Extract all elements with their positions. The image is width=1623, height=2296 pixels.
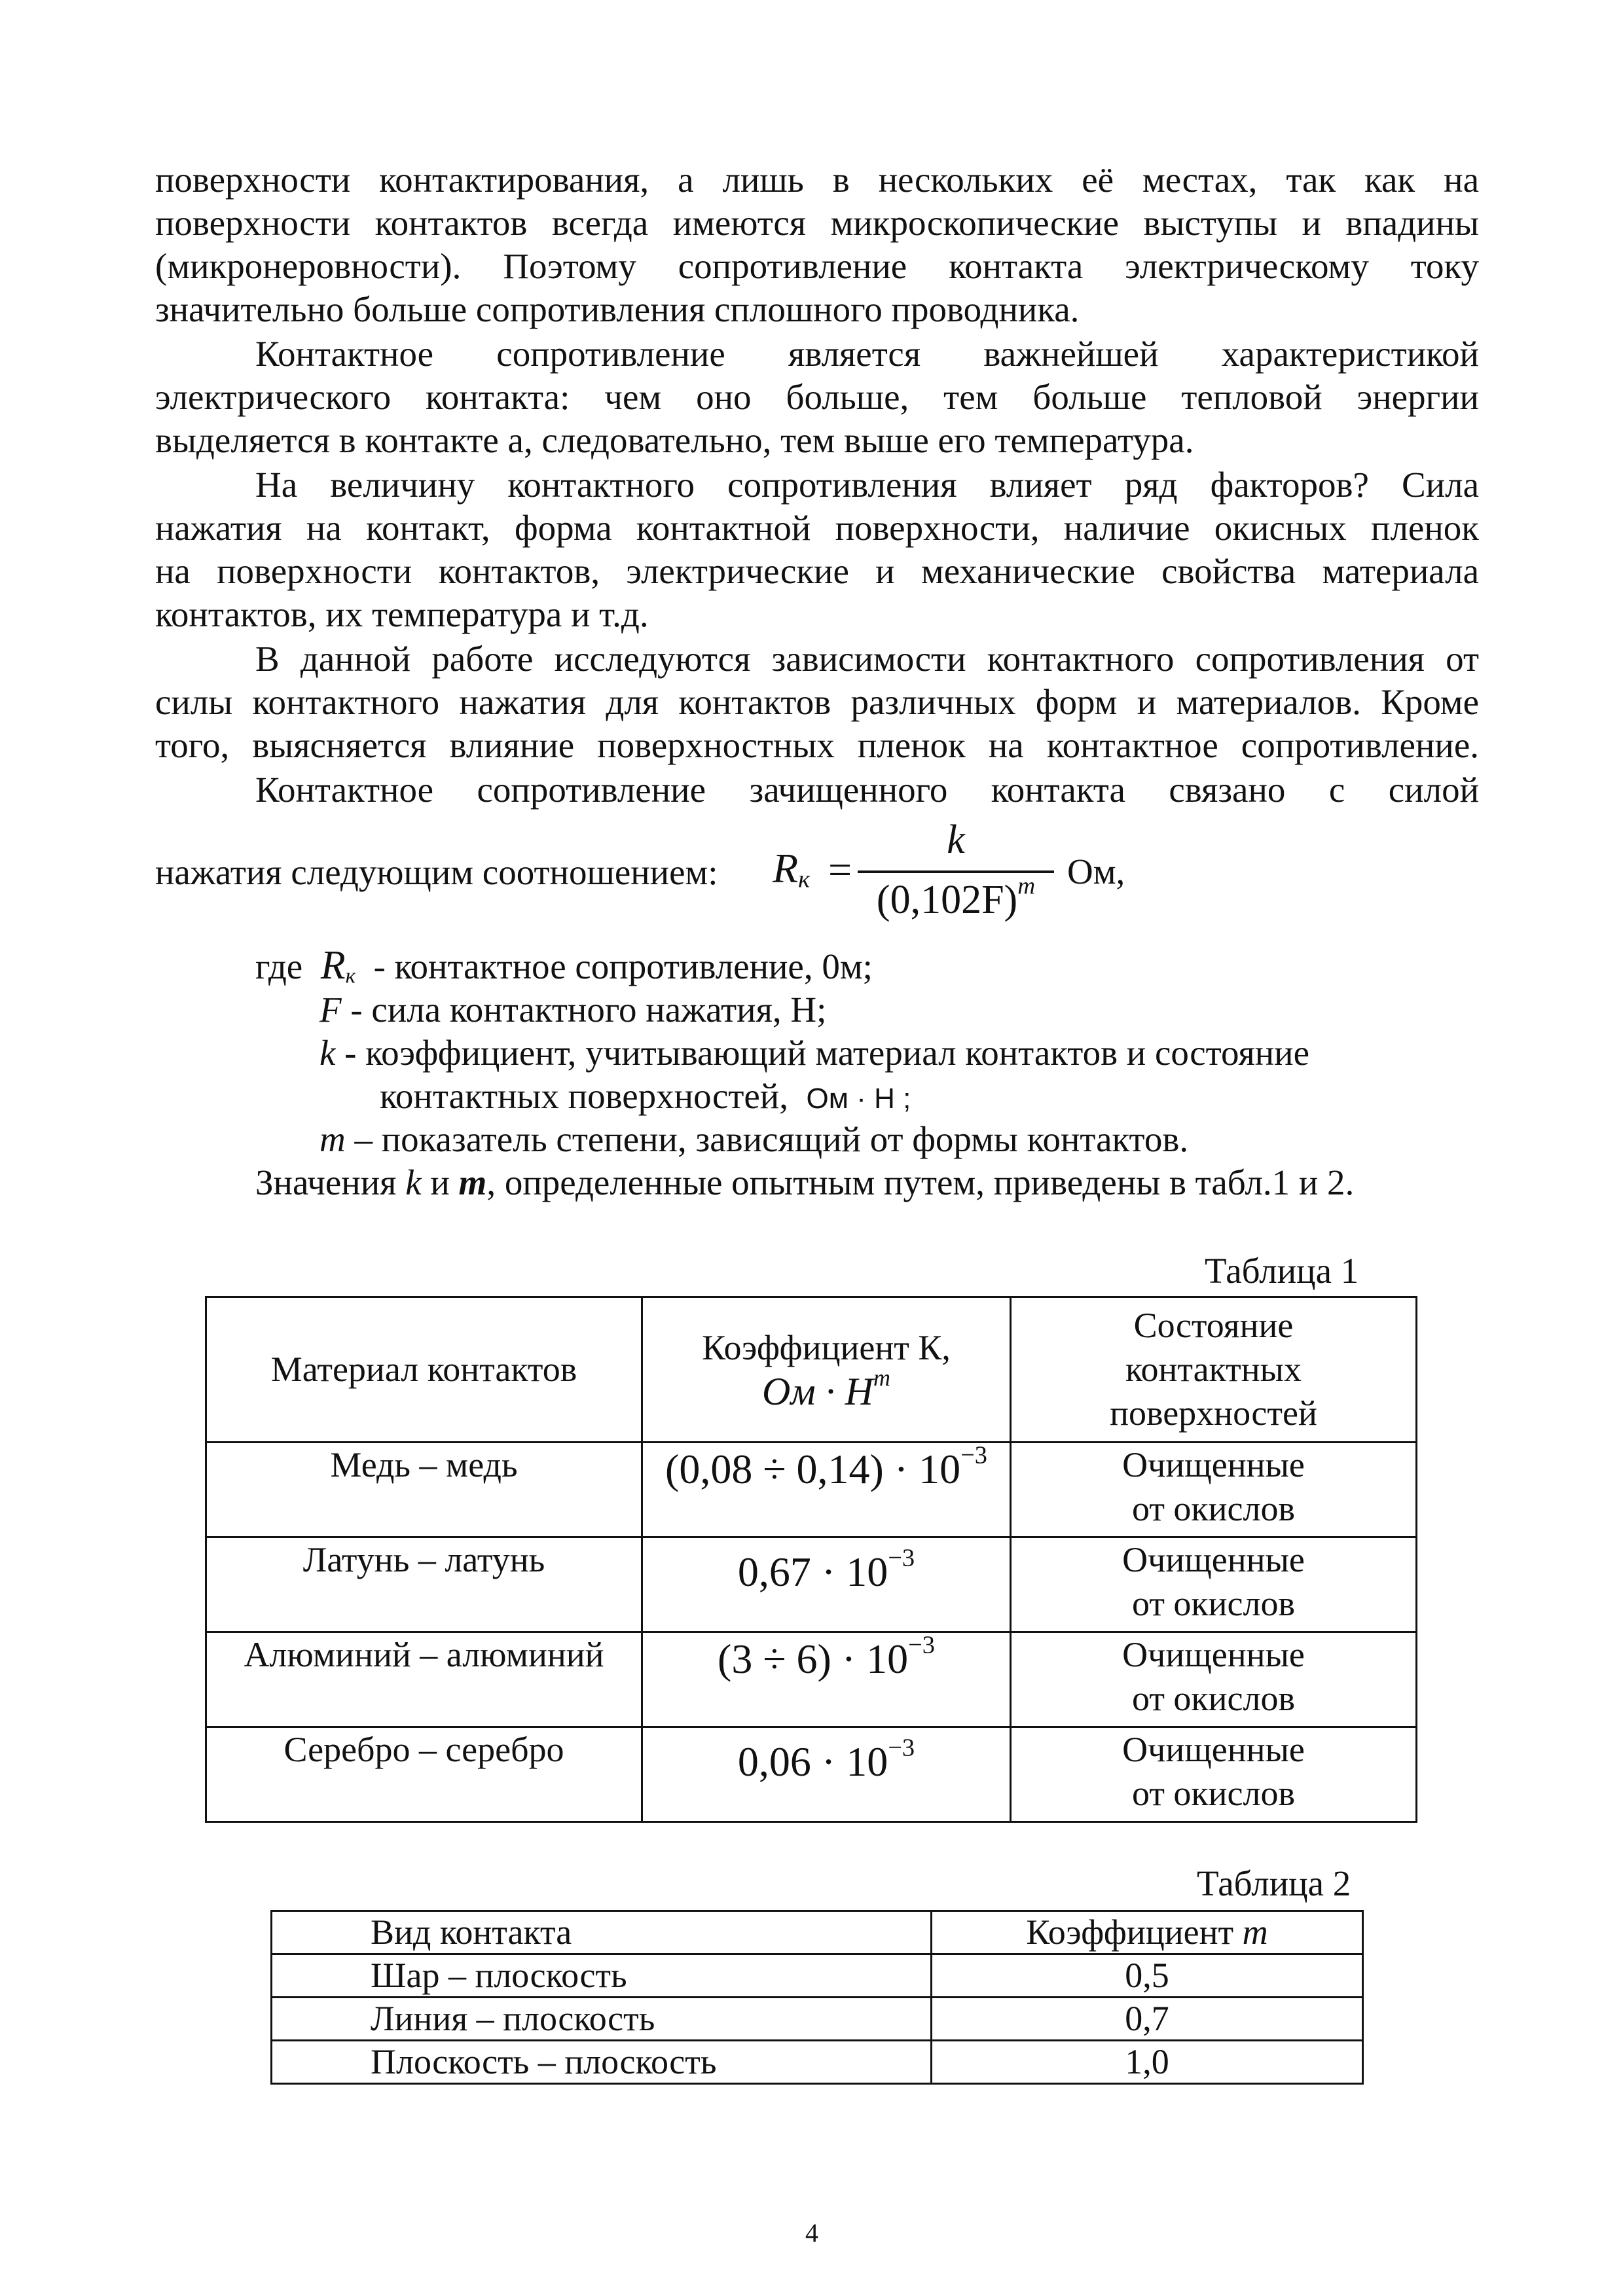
formula-unit: Ом,	[1067, 852, 1125, 891]
table1-caption: Таблица 1	[1205, 1251, 1359, 1291]
material-cell: Алюминий – алюминий	[206, 1632, 642, 1727]
table1	[205, 1296, 1417, 1823]
coefficient-m-cell: 1,0	[932, 2041, 1363, 2084]
material-cell: Медь – медь	[206, 1443, 642, 1537]
coefficient-cell: $0,67 \cdot 10^{-3}$	[642, 1537, 1011, 1632]
contact-kind-cell: Линия – плоскость	[272, 1998, 932, 2041]
paragraph-line: нажатия на контакт, форма контактной поверхности, наличие окисных пленок	[155, 508, 1479, 548]
paragraph-line: на поверхности контактов, электрические и механические свойства материала	[155, 551, 1479, 591]
table1-header-coef: Коэффициент К, Ом · $Н^m$	[642, 1297, 1011, 1443]
table1-header-material: Материал контактов	[206, 1297, 642, 1443]
tables-reference-line: Значения k и m, определенные опытным путем, приведены в табл.1 и 2.	[255, 1162, 1355, 1202]
material-cell: Серебро – серебро	[206, 1727, 642, 1822]
table1-header-state: Состояние контактных поверхностей	[1011, 1297, 1417, 1443]
paragraph-line: В данной работе исследуются зависимости контактного сопротивления от	[255, 639, 1479, 679]
table-row	[272, 1954, 1363, 1998]
paragraph-line: значительно больше сопротивления сплошного проводника.	[155, 289, 1080, 329]
paragraph-line: выделяется в контакте а, следовательно, тем выше его температура.	[155, 420, 1194, 460]
paragraph-line: Контактное сопротивление зачищенного контакта связано с силой	[255, 770, 1479, 810]
state-cell: Очищенные от окислов	[1011, 1537, 1417, 1632]
table2-header-row	[272, 1911, 1363, 1954]
definition-f: F - сила контактного нажатия, Н;	[319, 990, 827, 1030]
paragraph-line: электрического контакта: чем оно больше, тем больше тепловой энергии	[155, 377, 1479, 417]
table1-header-row	[206, 1297, 1417, 1443]
paragraph-line: (микронеровности). Поэтому сопротивление контакта электрическому току	[155, 246, 1479, 286]
contact-kind-cell: Плоскость – плоскость	[272, 2041, 932, 2084]
table2	[270, 1910, 1364, 2085]
paragraph-line: поверхности контактов всегда имеются микроскопические выступы и впадины	[155, 203, 1479, 243]
paragraph-line: На величину контактного сопротивления влияет ряд факторов? Сила	[255, 465, 1479, 505]
contact-kind-cell: Шар – плоскость	[272, 1954, 932, 1998]
table-row	[272, 1998, 1363, 2041]
coefficient-m-cell: 0,7	[932, 1998, 1363, 2041]
formula-lead-text: нажатия следующим соотношением:	[155, 852, 718, 892]
table2-caption: Таблица 2	[1197, 1863, 1351, 1903]
table2-header-coef: Коэффициент m	[932, 1911, 1363, 1954]
formula-lhs: $R_к$	[773, 845, 811, 893]
table-row	[206, 1537, 1417, 1632]
formula-numerator: k	[947, 817, 965, 862]
state-cell: Очищенные от окислов	[1011, 1443, 1417, 1537]
definition-rk: где $R_к$ - контактное сопротивление, 0м;	[255, 943, 873, 988]
definition-k: k - коэффициент, учитывающий материал контактов и состояние	[319, 1033, 1310, 1073]
paragraph-line: поверхности контактирования, а лишь в нескольких её местах, так как на	[155, 160, 1479, 200]
table-row	[206, 1727, 1417, 1822]
paragraph-line: того, выясняется влияние поверхностных пленок на контактное сопротивление.	[155, 725, 1479, 765]
formula-denominator: $(0,102F)^m$	[876, 872, 1036, 922]
paragraph-line: силы контактного нажатия для контактов различных форм и материалов. Кроме	[155, 682, 1479, 722]
material-cell: Латунь – латунь	[206, 1537, 642, 1632]
paragraph-line: Контактное сопротивление является важнейшей характеристикой	[255, 334, 1479, 374]
table-row	[206, 1632, 1417, 1727]
definition-k-continued: контактных поверхностей, Ом · Н ;	[380, 1076, 911, 1116]
coefficient-m-cell: 0,5	[932, 1954, 1363, 1998]
table2-header-kind: Вид контакта	[272, 1911, 932, 1954]
state-cell: Очищенные от окислов	[1011, 1632, 1417, 1727]
page-number: 4	[805, 2218, 818, 2248]
definition-m: m – показатель степени, зависящий от формы контактов.	[319, 1119, 1189, 1159]
table-row	[206, 1443, 1417, 1537]
state-cell: Очищенные от окислов	[1011, 1727, 1417, 1822]
coefficient-cell: $0,06 \cdot 10^{-3}$	[642, 1727, 1011, 1822]
coefficient-cell: $(0,08 \div 0,14) \cdot 10^{-3}$	[642, 1443, 1011, 1537]
coefficient-cell: $(3 \div 6) \cdot 10^{-3}$	[642, 1632, 1011, 1727]
paragraph-line: контактов, их температура и т.д.	[155, 594, 649, 634]
formula-equals: =	[828, 846, 852, 893]
table-row	[272, 2041, 1363, 2084]
